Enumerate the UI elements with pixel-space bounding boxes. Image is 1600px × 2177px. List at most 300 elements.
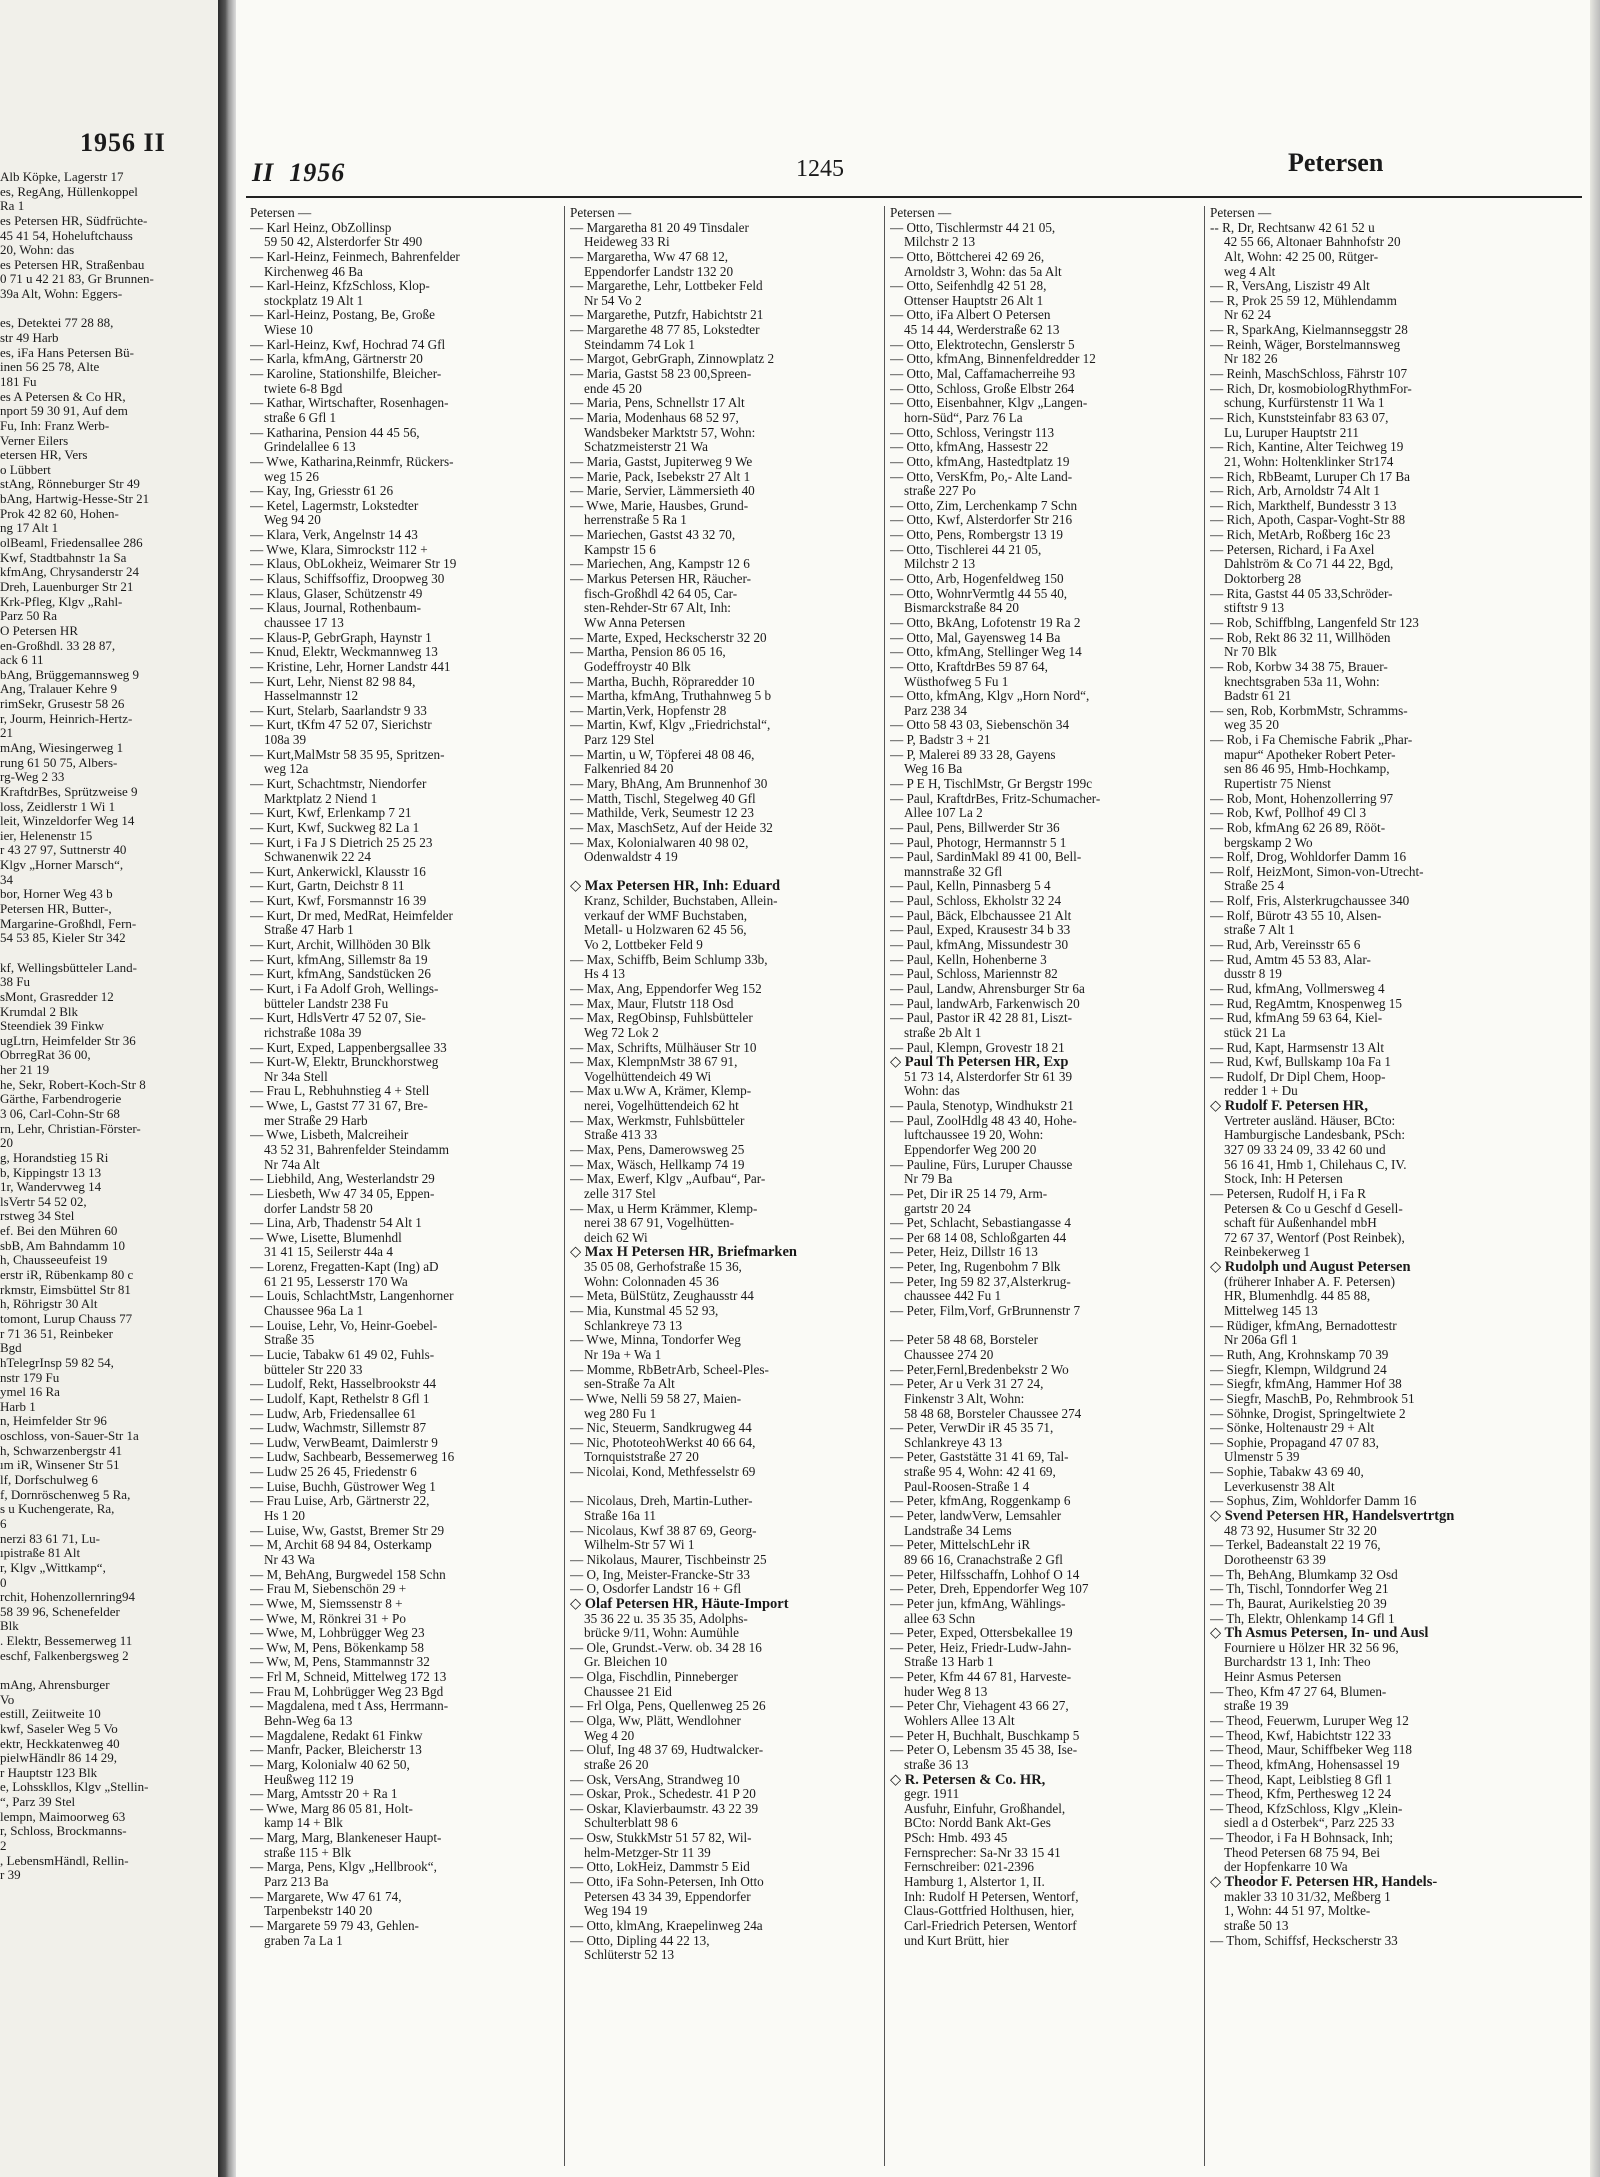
directory-entry-line: — O, Ing, Meister-Francke-Str 33 <box>570 1567 750 1582</box>
directory-entry-line: Chaussee 21 Eid <box>584 1684 672 1699</box>
directory-entry-line: nerzi 83 61 71, Lu- <box>0 1531 101 1546</box>
directory-entry-line: herrenstraße 5 Ra 1 <box>584 513 687 528</box>
directory-entry-line: Klgv „Horner Marsch“, <box>0 858 124 873</box>
directory-entry-line: deich 62 Wi <box>584 1230 648 1245</box>
directory-entry-line: — Martha, Buchh, Röpraredder 10 <box>570 674 755 689</box>
directory-entry-line: straße 7 Alt 1 <box>1224 923 1295 938</box>
directory-entry-line: gartstr 20 24 <box>904 1201 971 1216</box>
directory-entry-line: “, Parz 39 Stel <box>0 1795 76 1810</box>
directory-entry-line: Finkenstr 3 Alt, Wohn: <box>904 1391 1025 1406</box>
directory-entry-line: stAng, Rönneburger Str 49 <box>0 477 140 492</box>
directory-entry-line: — Theod, Kwf, Habichtstr 122 33 <box>1210 1728 1392 1743</box>
directory-entry-line: 1, Wohn: 44 51 97, Moltke- <box>1224 1904 1371 1919</box>
directory-entry-line: — Otto, WohnrVermtlg 44 55 40, <box>890 586 1068 601</box>
directory-entry-line: Kampstr 15 6 <box>584 542 656 557</box>
directory-entry-line: — Klaus, Schiffsoffiz, Droopweg 30 <box>250 572 445 587</box>
directory-entry-line: her 21 19 <box>0 1063 50 1078</box>
directory-entry-line: — Sönke, Holtenaustr 29 + Alt <box>1210 1421 1375 1436</box>
directory-entry-line: — Paul, SardinMakl 89 41 00, Bell- <box>890 850 1082 865</box>
directory-entry-line: — Peter, Dreh, Eppendorfer Weg 107 <box>890 1582 1089 1597</box>
directory-entry-line: — Otto, Böttcherei 42 69 26, <box>890 249 1045 264</box>
directory-entry-line: Ww Anna Petersen <box>584 615 686 630</box>
directory-entry-line: — Marg, Amtsstr 20 + Ra 1 <box>250 1787 398 1802</box>
directory-entry-line: brücke 9/11, Wohn: Aumühle <box>584 1626 739 1641</box>
directory-entry-line: — Rich, Apoth, Caspar-Voght-Str 88 <box>1210 513 1406 528</box>
directory-entry-line: — Margaretha, Ww 47 68 12, <box>570 249 729 264</box>
directory-entry-line: straße 26 20 <box>584 1757 649 1772</box>
directory-entry-line: — Ludolf, Rekt, Hasselbrookstr 44 <box>250 1377 437 1392</box>
directory-entry-line: straße 50 13 <box>1224 1918 1289 1933</box>
directory-entry-line: — Luise, Buchh, Güstrower Weg 1 <box>250 1479 436 1494</box>
directory-entry-line: inen 56 25 78, Alte <box>0 360 100 375</box>
directory-entry-line: straße 19 39 <box>1224 1699 1289 1714</box>
directory-entry-line: knechtsgraben 53a 11, Wohn: <box>1224 674 1380 689</box>
directory-entry-line: — Paul, Schloss, Ekholstr 32 24 <box>890 894 1062 909</box>
directory-entry-line: Steendiek 39 Finkw <box>0 1019 104 1034</box>
directory-entry-line: tomont, Lurup Chauss 77 <box>0 1311 133 1326</box>
directory-entry-line: — Rud, kfmAng 59 63 64, Kiel- <box>1210 1011 1383 1026</box>
directory-entry-line: r 71 36 51, Reinbeker <box>0 1326 114 1341</box>
directory-entry-line: — Klara, Verk, Angelnstr 14 43 <box>250 528 418 543</box>
directory-entry-line: — Liesbeth, Ww 47 34 05, Eppen- <box>250 1186 435 1201</box>
directory-entry-line: ack 6 11 <box>0 653 44 668</box>
directory-entry-line: mAng, Ahrensburger <box>0 1677 110 1692</box>
directory-entry-line: — Mary, BhAng, Am Brunnenhof 30 <box>570 776 768 791</box>
directory-entry-line: — Liebhild, Ang, Westerlandstr 29 <box>250 1172 435 1187</box>
directory-entry-line: 38 Fu <box>0 975 30 990</box>
running-head: Petersen <box>1288 148 1384 177</box>
directory-entry-line: — Otto, Mal, Gayensweg 14 Ba <box>890 630 1061 645</box>
directory-entry-line: — P E H, TischlMstr, Gr Bergstr 199c <box>890 776 1093 791</box>
directory-entry-line: en-Großhdl. 33 28 87, <box>0 638 116 653</box>
directory-entry-line: — Rud, RegAmtm, Knospenweg 15 <box>1210 996 1402 1011</box>
directory-entry-line: — Max, MaschSetz, Auf der Heide 32 <box>570 820 773 835</box>
directory-entry-line: g, Horandstieg 15 Ri <box>0 1150 109 1165</box>
directory-entry-line: — Ludw, Sachbearb, Bessemerweg 16 <box>250 1450 455 1465</box>
directory-entry-line: — P, Badstr 3 + 21 <box>890 733 991 748</box>
directory-entry-line: Ang, Tralauer Kehre 9 <box>0 682 117 697</box>
directory-entry-line: — Rich, Kunststeinfabr 83 63 07, <box>1210 410 1389 425</box>
directory-entry-line: — Paul, Kelln, Hohenberne 3 <box>890 952 1047 967</box>
directory-entry-line: — Rolf, Bürotr 43 55 10, Alsen- <box>1210 908 1382 923</box>
directory-entry-line: richstraße 108a 39 <box>264 1025 362 1040</box>
directory-entry-line: — Momme, RbBetrArb, Scheel-Ples- <box>570 1362 769 1377</box>
directory-entry-line: bor, Horner Weg 43 b <box>0 887 113 902</box>
directory-entry-line: — Nic, Steuerm, Sandkrugweg 44 <box>570 1421 752 1436</box>
directory-entry-line: — Rich, Dr, kosmobiologRhythmFor- <box>1210 381 1412 396</box>
directory-entry-line: Claus-Gottfried Holthusen, hier, <box>904 1904 1075 1919</box>
directory-entry-line: — Th, BehAng, Blumkamp 32 Osd <box>1210 1567 1398 1582</box>
directory-entry-line: Nr 43 Wa <box>264 1552 315 1567</box>
directory-column-2 <box>570 206 882 2166</box>
directory-entry-line: — Paul, Exped, Krausestr 34 b 33 <box>890 923 1071 938</box>
directory-entry-line: Bismarckstraße 84 20 <box>904 601 1019 616</box>
directory-entry-line: — Otto, kfmAng, Hassestr 22 <box>890 440 1049 455</box>
directory-entry-line: KraftdrBes, Sprützweise 9 <box>0 784 138 799</box>
directory-entry-line: es, iFa Hans Petersen Bü- <box>0 345 134 360</box>
directory-entry-line: — Otto, Pens, Rombergstr 13 19 <box>890 528 1064 543</box>
directory-entry-line: — Peter, Kfm 44 67 81, Harveste- <box>890 1670 1072 1685</box>
directory-entry-line: — Peter O, Lebensm 35 45 38, Ise- <box>890 1743 1078 1758</box>
directory-entry-line: 20 <box>0 1136 13 1151</box>
directory-entry-line: ugLtrn, Heimfelder Str 36 <box>0 1033 136 1048</box>
directory-entry-line: — Marte, Exped, Heckscherstr 32 20 <box>570 630 767 645</box>
directory-entry-line: olBeaml, Friedensallee 286 <box>0 536 143 551</box>
directory-entry-line: — Max, Ewerf, Klgv „Aufbau“, Par- <box>570 1172 766 1187</box>
directory-entry-line: — Peter, Heiz, Dillstr 16 13 <box>890 1245 1038 1260</box>
directory-entry-line: — Theod, Maur, Schiffbeker Weg 118 <box>1210 1743 1412 1758</box>
directory-entry-line: — Martha, Pension 86 05 16, <box>570 645 726 660</box>
directory-entry-line: Schulterblatt 98 6 <box>584 1816 678 1831</box>
directory-entry-line: — Martin, u W, Töpferei 48 08 46, <box>570 747 755 762</box>
directory-entry-line: Lu, Luruper Hauptstr 211 <box>1224 425 1360 440</box>
directory-entry-line: — Paul, Pastor iR 42 28 81, Liszt- <box>890 1011 1073 1026</box>
directory-entry-line: Chaussee 96a La 1 <box>264 1304 364 1319</box>
directory-entry-line: — Kurt, Ankerwickl, Klausstr 16 <box>250 864 426 879</box>
directory-entry-line: Parz 213 Ba <box>264 1875 329 1890</box>
directory-entry-line: ektr, Heckkatenweg 40 <box>0 1736 120 1751</box>
directory-entry-line: Schlankreye 43 13 <box>904 1435 1003 1450</box>
directory-entry-line: straße 2b Alt 1 <box>904 1025 982 1040</box>
directory-entry-line: 20, Wohn: das <box>0 243 75 258</box>
directory-entry-line: — Rob, kfmAng 62 26 89, Rööt- <box>1210 820 1386 835</box>
directory-entry-line: Straße 25 4 <box>1224 879 1285 894</box>
directory-entry-line: Milchstr 2 13 <box>904 557 976 572</box>
directory-entry-line: o Lübbert <box>0 462 51 477</box>
directory-entry-line: Schlüterstr 52 13 <box>584 1948 675 1963</box>
directory-entry-line: — Siegfr, Klempn, Wildgrund 24 <box>1210 1362 1387 1377</box>
directory-entry-line: straße 6 Gfl 1 <box>264 410 337 425</box>
directory-entry-line: — Frau L, Rebhuhnstieg 4 + Stell <box>250 1084 430 1099</box>
directory-entry-line: Gr. Bleichen 10 <box>584 1655 668 1670</box>
directory-entry-line: pielwHändlr 86 14 29, <box>0 1751 117 1766</box>
directory-entry-line: — Otto, iFa Albert O Petersen <box>890 308 1051 323</box>
directory-entry-line: — Otto, Dipling 44 22 13, <box>570 1933 710 1948</box>
directory-entry-line: — Ludolf, Kapt, Rethelstr 8 Gfl 1 <box>250 1391 430 1406</box>
directory-entry-line: — Paul, Photogr, Hermannstr 5 1 <box>890 835 1067 850</box>
directory-entry-line: — Ketel, Lagermstr, Lokstedter <box>250 498 419 513</box>
directory-entry-line: — Klaus, Glaser, Schützenstr 49 <box>250 586 423 601</box>
directory-entry-line: — Otto, kfmAng, Stellinger Weg 14 <box>890 645 1082 660</box>
directory-entry-line: — Peter H, Buchhalt, Buschkamp 5 <box>890 1728 1080 1743</box>
directory-entry-line: nerei 38 67 91, Vogelhütten- <box>584 1216 735 1231</box>
directory-entry-line: Allee 107 La 2 <box>904 806 983 821</box>
directory-entry-line: kwf, Saseler Weg 5 Vo <box>0 1721 118 1736</box>
directory-entry-line: — Rud, Kapt, Harmsenstr 13 Alt <box>1210 1040 1384 1055</box>
directory-entry-line: Vo <box>0 1692 15 1707</box>
directory-entry-line: — Per 68 14 08, Schloßgarten 44 <box>890 1230 1067 1245</box>
directory-entry-line: Nr 62 24 <box>1224 308 1271 323</box>
directory-entry-line: — Margaretha 81 20 49 Tinsdaler <box>570 220 749 235</box>
directory-entry-line: Odenwaldstr 4 19 <box>584 850 678 865</box>
directory-entry-line: — sen, Rob, KorbmMstr, Schramms- <box>1210 703 1408 718</box>
directory-entry-line: Ottenser Hauptstr 26 Alt 1 <box>904 293 1044 308</box>
directory-entry-line: — Otto 58 43 03, Siebenschön 34 <box>890 718 1070 733</box>
directory-entry-line: Metall- u Holzwaren 62 45 56, <box>584 923 747 938</box>
directory-entry-line: ◇ Rudolph und August Petersen <box>1210 1260 1411 1275</box>
directory-entry-line: bAng, Brüggemannsweg 9 <box>0 667 140 682</box>
directory-entry-line: — P, Malerei 89 33 28, Gayens <box>890 747 1056 762</box>
directory-entry-line: Margarine-Großhdl, Fern- <box>0 916 137 931</box>
directory-entry-line: r, Jourm, Heinrich-Hertz- <box>0 711 133 726</box>
directory-entry-line: Vogelhüttendeich 49 Wi <box>584 1069 712 1084</box>
directory-entry-line: der Hopfenkarre 10 Wa <box>1224 1860 1348 1875</box>
directory-entry-line: — Reinh, MaschSchloss, Fährstr 107 <box>1210 367 1408 382</box>
directory-entry-line: — Meta, BülStütz, Zeughausstr 44 <box>570 1289 754 1304</box>
directory-entry-line: sten-Rehder-Str 67 Alt, Inh: <box>584 601 731 616</box>
directory-entry-line: Petersen HR, Butter-, <box>0 902 112 917</box>
directory-entry-line: — Maria, Pens, Schnellstr 17 Alt <box>570 396 745 411</box>
directory-entry-line: kf, Wellingsbütteler Land- <box>0 960 137 975</box>
directory-entry-line: lempn, Maimoorweg 63 <box>0 1809 126 1824</box>
directory-entry-line: — Wwe, Nelli 59 58 27, Maien- <box>570 1391 742 1406</box>
directory-entry-line: — Paul, KraftdrBes, Fritz-Schumacher- <box>890 791 1101 806</box>
directory-entry-line: Dorotheenstr 63 39 <box>1224 1552 1326 1567</box>
directory-entry-line: r Hauptstr 123 Blk <box>0 1765 98 1780</box>
directory-entry-line: bergskamp 2 Wo <box>1224 835 1313 850</box>
header-rule <box>246 196 1582 198</box>
directory-entry-line: — Otto, kfmAng, Binnenfeldredder 12 <box>890 352 1096 367</box>
directory-entry-line: — Margarethe, Lehr, Lottbeker Feld <box>570 279 763 294</box>
directory-entry-line: makler 33 10 31/32, Meßberg 1 <box>1224 1889 1391 1904</box>
directory-entry-line: 2 <box>0 1839 7 1854</box>
directory-entry-line: chaussee 442 Fu 1 <box>904 1289 1002 1304</box>
directory-entry-line: . Elektr, Bessemerweg 11 <box>0 1634 133 1649</box>
directory-entry-line <box>0 302 216 317</box>
directory-entry-line: — Martin, Kwf, Klgv „Friedrichstal“, <box>570 718 771 733</box>
directory-entry-line: Nr 34a Stell <box>264 1069 328 1084</box>
directory-entry-line: 89 66 16, Cranachstraße 2 Gfl <box>904 1552 1063 1567</box>
directory-entry-line: HR, Blumenhdlg. 44 85 88, <box>1224 1289 1371 1304</box>
directory-entry-line: — Kurt, Kwf, Forsmannstr 16 39 <box>250 894 427 909</box>
facing-page-strip <box>0 0 218 2177</box>
directory-entry-line: stiftstr 9 13 <box>1224 601 1285 616</box>
directory-entry-line: — Kurt, Schachtmstr, Niendorfer <box>250 776 427 791</box>
directory-entry-line: Reinbekerweg 1 <box>1224 1245 1311 1260</box>
directory-entry-line: — Kurt, i Fa J S Dietrich 25 25 23 <box>250 835 433 850</box>
directory-entry-line: 42 55 66, Altonaer Bahnhofstr 20 <box>1224 235 1401 250</box>
directory-entry-line: Godeffroystr 40 Blk <box>584 659 691 674</box>
directory-entry-line: Alb Köpke, Lagerstr 17 <box>0 170 124 184</box>
directory-entry-line: 56 16 41, Hmb 1, Chilehaus C, IV. <box>1224 1157 1407 1172</box>
directory-entry-line: — Otto, Seifenhdlg 42 51 28, <box>890 279 1047 294</box>
directory-entry-line: — Maria, Gastst, Jupiterweg 9 We <box>570 454 753 469</box>
directory-column-4 <box>1210 206 1522 2166</box>
directory-entry-line: Landstraße 34 Lems <box>904 1523 1012 1538</box>
directory-entry-line: Grindelallee 6 13 <box>264 440 356 455</box>
directory-entry-line: Ra 1 <box>0 199 25 214</box>
directory-entry-line: — Kurt, Lehr, Nienst 82 98 84, <box>250 674 416 689</box>
directory-entry-line: Weg 94 20 <box>264 513 321 528</box>
directory-entry-line: — Manfr, Packer, Bleicherstr 13 <box>250 1743 422 1758</box>
directory-entry-line: 72 67 37, Wentorf (Post Reinbek), <box>1224 1230 1405 1245</box>
directory-entry-line: Parz 129 Stel <box>584 733 655 748</box>
directory-entry-line: ObrregRat 36 00, <box>0 1048 91 1063</box>
directory-entry-line: — Wwe, Marg 86 05 81, Holt- <box>250 1801 413 1816</box>
directory-entry-line: — Theod, Kfm, Perthesweg 12 24 <box>1210 1787 1392 1802</box>
directory-entry-line: — Kurt, kfmAng, Sillemstr 8a 19 <box>250 952 428 967</box>
directory-entry-line: estill, Zeiitweite 10 <box>0 1707 101 1722</box>
directory-entry-line: 34 <box>0 872 13 887</box>
directory-entry-line: etersen HR, Vers <box>0 448 88 463</box>
directory-entry-line: — Rob, Korbw 34 38 75, Brauer- <box>1210 659 1388 674</box>
directory-entry-line: oschloss, von-Sauer-Str 1a <box>0 1429 139 1444</box>
directory-entry-line: — Paul, Bäck, Elbchaussee 21 Alt <box>890 908 1072 923</box>
directory-entry-line: — Ludw 25 26 45, Friedenstr 6 <box>250 1465 417 1480</box>
directory-entry-line: — M, Archit 68 94 84, Osterkamp <box>250 1538 432 1553</box>
directory-entry-line: — Maria, Modenhaus 68 52 97, <box>570 410 739 425</box>
directory-entry-line: — Frl M, Schneid, Mittelweg 172 13 <box>250 1670 447 1685</box>
directory-entry-line: es Petersen HR, Straßenbau <box>0 257 145 272</box>
directory-entry-line: 108a 39 <box>264 733 307 748</box>
directory-entry-line: kfmAng, Chrysanderstr 24 <box>0 565 140 580</box>
directory-entry-line: Steindamm 74 Lok 1 <box>584 337 695 352</box>
directory-entry-line: — Th, Tischl, Tonndorfer Weg 21 <box>1210 1582 1389 1597</box>
directory-entry-line: Wandsbeker Marktstr 57, Wohn: <box>584 425 756 440</box>
directory-entry-line: — Louis, SchlachtMstr, Langenhorner <box>250 1289 454 1304</box>
directory-entry-line: — Wwe, Katharina,Reinmfr, Rückers- <box>250 454 454 469</box>
directory-entry-line: — Siegfr, MaschB, Po, Rehmbrook 51 <box>1210 1391 1415 1406</box>
directory-entry-line: — Peter, VerwDir iR 45 35 71, <box>890 1421 1054 1436</box>
directory-entry-line: — Rob, Mont, Hohenzollerring 97 <box>1210 791 1394 806</box>
directory-entry-line: — Karl-Heinz, Postang, Be, Große <box>250 308 435 323</box>
directory-entry-line: — Petersen, Rudolf H, i Fa R <box>1210 1186 1367 1201</box>
directory-entry-line: Parz 50 Ra <box>0 609 58 624</box>
directory-entry-line: — Rud, Amtm 45 53 83, Alar- <box>1210 952 1371 967</box>
directory-entry-line: — Theod, KfzSchloss, Klgv „Klein- <box>1210 1801 1403 1816</box>
directory-entry-line: rg-Weg 2 33 <box>0 770 65 785</box>
directory-entry-line: Weg 16 Ba <box>904 762 963 777</box>
directory-entry-line: Heideweg 33 Ri <box>584 235 670 250</box>
directory-entry-line: mAng, Wiesingerweg 1 <box>0 740 124 755</box>
directory-entry-line: — Oskar, Prok., Schedestr. 41 P 20 <box>570 1787 756 1802</box>
directory-entry-line: — O, Osdorfer Landstr 16 + Gfl <box>570 1582 742 1597</box>
directory-entry-line: Straße 35 <box>264 1333 315 1348</box>
directory-entry-line: 0 71 u 42 21 83, Gr Brunnen- <box>0 272 154 287</box>
directory-entry-line: dorfer Landstr 58 20 <box>264 1201 373 1216</box>
directory-entry-line: BCto: Nordd Bank Akt-Ges <box>904 1816 1051 1831</box>
directory-entry-line: Schlankreye 73 13 <box>584 1318 683 1333</box>
directory-entry-line: ıpistraße 81 Alt <box>0 1546 81 1561</box>
directory-entry-line: Hamburg 1, Alstertor 1, II. <box>904 1875 1045 1890</box>
directory-entry-line: — Rud, kfmAng, Vollmersweg 4 <box>1210 981 1385 996</box>
directory-entry-line: Tornquiststraße 27 20 <box>584 1450 699 1465</box>
directory-entry-line: gegr. 1911 <box>904 1787 960 1802</box>
directory-entry-line: h, Chausseeufeist 19 <box>0 1253 108 1268</box>
directory-entry-line: — Magdalene, Redakt 61 Finkw <box>250 1728 423 1743</box>
directory-entry-line: Prok 42 82 60, Hohen- <box>0 506 119 521</box>
directory-entry-line: Weg 194 19 <box>584 1904 648 1919</box>
directory-entry-line: 58 48 68, Borsteler Chaussee 274 <box>904 1406 1082 1421</box>
directory-entry-line: weg 35 20 <box>1224 718 1279 733</box>
directory-entry-line: Krumdal 2 Blk <box>0 1004 78 1019</box>
directory-entry-line: — Peter, kfmAng, Roggenkamp 6 <box>890 1494 1071 1509</box>
directory-entry-line: Petersen — <box>250 206 312 220</box>
directory-entry-line: 61 21 95, Lesserstr 170 Wa <box>264 1274 408 1289</box>
directory-entry-line: 35 05 08, Gerhofstraße 15 36, <box>584 1260 742 1275</box>
directory-entry-line: — Max, Maur, Flutstr 118 Osd <box>570 996 734 1011</box>
directory-entry-line: Ausfuhr, Einfuhr, Großhandel, <box>904 1801 1066 1816</box>
directory-entry-line: — Rob, Kwf, Pollhof 49 Cl 3 <box>1210 806 1367 821</box>
directory-entry-line: Straße 13 Harb 1 <box>904 1655 994 1670</box>
directory-entry-line: — Sophie, Tabakw 43 69 40, <box>1210 1465 1364 1480</box>
directory-entry-line: fisch-Großhdl 42 64 05, Car- <box>584 586 738 601</box>
directory-entry-line: — Kay, Ing, Griesstr 61 26 <box>250 484 394 499</box>
directory-entry-line: — Paul, landwArb, Farkenwisch 20 <box>890 996 1080 1011</box>
directory-entry-line: Heinr Asmus Petersen <box>1224 1670 1342 1685</box>
directory-entry-line: — Thom, Schiffsf, Heckscherstr 33 <box>1210 1933 1398 1948</box>
directory-entry-line: — Theo, Kfm 47 27 64, Blumen- <box>1210 1684 1387 1699</box>
directory-entry-line: 3 06, Carl-Cohn-Str 68 <box>0 1107 120 1121</box>
directory-entry-line: Petersen & Co u Geschf d Gesell- <box>1224 1201 1403 1216</box>
directory-entry-line <box>0 1663 216 1678</box>
directory-entry-line: Badstr 61 21 <box>1224 689 1292 704</box>
facing-page-column <box>0 170 216 1883</box>
directory-entry-line: — Klaus, ObLokheiz, Weimarer Str 19 <box>250 557 457 572</box>
directory-entry-line: 0 <box>0 1575 7 1590</box>
directory-entry-line: — Siegfr, kfmAng, Hammer Hof 38 <box>1210 1377 1402 1392</box>
directory-entry-line: — Rüdiger, kfmAng, Bernadottestr <box>1210 1318 1397 1333</box>
directory-entry-line: — Max, Kolonialwaren 40 98 02, <box>570 835 749 850</box>
volume-label: II <box>252 158 275 187</box>
directory-entry-line: bAng, Hartwig-Hesse-Str 21 <box>0 492 150 507</box>
directory-entry-line: lsVertr 54 52 02, <box>0 1194 87 1209</box>
directory-entry-line: ◇ Olaf Petersen HR, Häute-Import <box>570 1596 789 1612</box>
directory-entry-line: — Peter Chr, Viehagent 43 66 27, <box>890 1699 1069 1714</box>
directory-entry-line: — Söhnke, Drogist, Springeltwiete 2 <box>1210 1406 1406 1421</box>
directory-entry-line: rn, Lehr, Christian-Förster- <box>0 1121 141 1136</box>
column-divider <box>564 206 565 2166</box>
directory-entry-line: — Frl Olga, Pens, Quellenweg 25 26 <box>570 1699 766 1714</box>
directory-entry-line: Wüsthofweg 5 Fu 1 <box>904 674 1009 689</box>
directory-entry-line: f, Dornröschenweg 5 Ra, <box>0 1487 131 1502</box>
directory-entry-line: — Olga, Ww, Plätt, Wendlohner <box>570 1713 741 1728</box>
directory-entry-line: weg 12a <box>264 762 309 777</box>
directory-entry-line <box>570 1480 882 1495</box>
directory-entry-line: — R, VersAng, Liszistr 49 Alt <box>1210 279 1370 294</box>
directory-entry-line: — Peter,Fernl,Bredenbekstr 2 Wo <box>890 1362 1069 1377</box>
directory-entry-line: — Mathilde, Verk, Seumestr 12 23 <box>570 806 754 821</box>
directory-entry-line: — Otto, kfmAng, Hastedtplatz 19 <box>890 454 1070 469</box>
directory-entry-line: Straße 47 Harb 1 <box>264 923 354 938</box>
directory-entry-line: 54 53 85, Kieler Str 342 <box>0 931 126 946</box>
directory-entry-line: Nr 206a Gfl 1 <box>1224 1333 1298 1348</box>
directory-entry-line: — Pauline, Fürs, Luruper Chausse <box>890 1157 1073 1172</box>
directory-entry-line: ier, Helenenstr 15 <box>0 828 93 843</box>
directory-entry-line <box>570 865 882 880</box>
directory-entry-line: — Max, Schiffb, Beim Schlump 33b, <box>570 952 768 967</box>
directory-entry-line: — Kurt, Stelarb, Saarlandstr 9 33 <box>250 703 427 718</box>
directory-entry-line: — Nicolaus, Dreh, Martin-Luther- <box>570 1494 753 1509</box>
directory-entry-line: — Paul, Schloss, Mariennstr 82 <box>890 967 1058 982</box>
directory-entry-line: ◇ Max Petersen HR, Inh: Eduard <box>570 879 781 895</box>
directory-entry-line: Wohn: das <box>904 1084 960 1099</box>
directory-entry-line: 39a Alt, Wohn: Eggers- <box>0 287 123 302</box>
directory-entry-line: e, Lohsskllos, Klgv „Stellin- <box>0 1780 149 1795</box>
directory-entry-line: — Margarethe 48 77 85, Lokstedter <box>570 323 760 338</box>
directory-entry-line: s u Kuchengerate, Ra, <box>0 1502 115 1517</box>
directory-entry-line: weg 280 Fu 1 <box>584 1406 657 1421</box>
directory-entry-line: 58 39 96, Schenefelder <box>0 1604 120 1619</box>
column-divider <box>884 206 885 2166</box>
directory-entry-line: — Otto, Arb, Hogenfeldweg 150 <box>890 572 1064 587</box>
directory-entry-line: — Rud, Kwf, Bullskamp 10a Fa 1 <box>1210 1055 1391 1070</box>
directory-entry-line: — Paul, Kelln, Pinnasberg 5 4 <box>890 879 1051 894</box>
directory-entry-line: — Max, RegObinsp, Fuhlsbütteler <box>570 1011 753 1026</box>
directory-entry-line: h, Schwarzenbergstr 41 <box>0 1443 123 1458</box>
directory-entry-line: — Peter, Ing 59 82 37,Alsterkrug- <box>890 1274 1071 1289</box>
directory-entry-line: lf, Dorfschulweg 6 <box>0 1473 98 1488</box>
